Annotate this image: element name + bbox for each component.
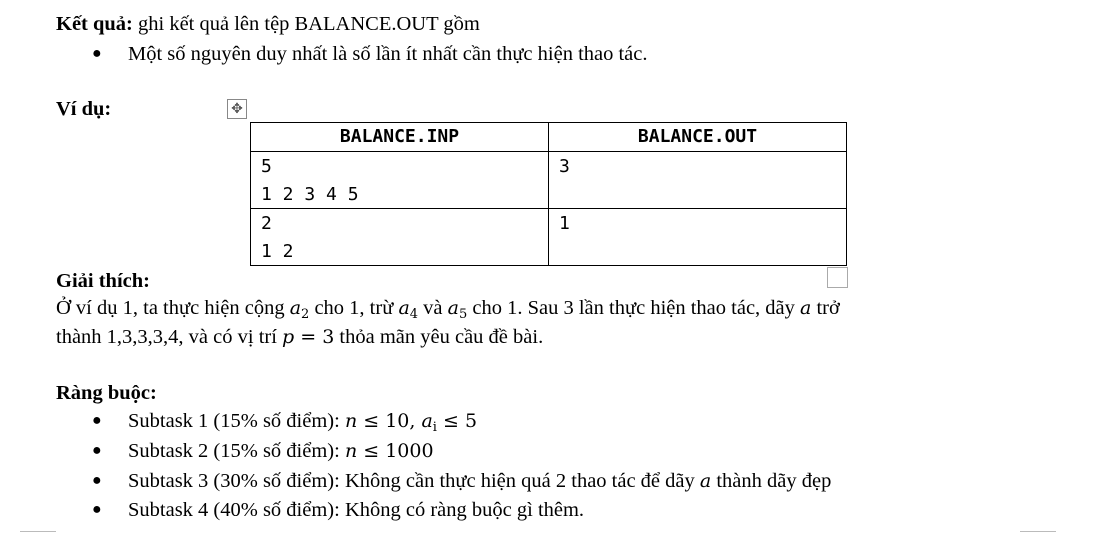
example-heading: Ví dụ:	[56, 98, 112, 120]
math-expr: = 3	[294, 326, 335, 348]
text-run: Subtask 3 (30% số điểm): Không cần thực hiện quá 2 thao tác để dãy	[128, 470, 700, 492]
math-var: a	[289, 297, 302, 319]
text-run: Subtask 4 (40% số điểm): Không có ràng buộc gì thêm.	[128, 499, 585, 521]
table-move-icon[interactable]: ✥	[227, 99, 247, 119]
math-var: n	[344, 410, 358, 432]
math-expr: ≤ 10,	[357, 410, 422, 432]
text-run: thành dãy đẹp	[711, 470, 832, 492]
math-a2	[289, 297, 310, 322]
text-run: cho 1, trừ	[309, 297, 399, 319]
math-var: p	[282, 326, 295, 348]
math-var: a	[398, 297, 410, 319]
example-table	[250, 122, 847, 266]
text-run: cho 1. Sau 3 lần thực hiện thao tác, dãy	[467, 297, 801, 319]
result-line	[56, 12, 480, 36]
header-input: BALANCE.INP	[251, 123, 549, 152]
result-heading: Kết quả:	[56, 13, 133, 35]
constraints-heading-line	[56, 381, 157, 405]
bullet-icon: ●	[92, 472, 102, 489]
explanation-line-2	[56, 325, 543, 349]
bullet-icon: ●	[92, 501, 102, 518]
list-item	[92, 498, 584, 522]
result-bullet-item	[92, 42, 648, 66]
result-text: ghi kết quả lên tệp BALANCE.OUT gồm	[132, 13, 480, 35]
math-expr: ≤ 1000	[357, 440, 434, 462]
explanation-heading-line	[56, 269, 150, 293]
text-run: Ở ví dụ 1, ta thực hiện cộng	[56, 297, 290, 319]
text-run: trở	[811, 297, 840, 319]
text-run: Subtask 1 (15% số điểm):	[128, 410, 345, 432]
math-sub: i	[432, 420, 437, 435]
math-a5	[447, 297, 468, 322]
explanation-line-1	[56, 296, 840, 320]
output-cell	[549, 209, 847, 266]
math-var: a	[421, 410, 433, 432]
table-row	[251, 209, 847, 266]
input-line: 2	[261, 213, 272, 234]
list-item	[92, 469, 831, 493]
header-output: BALANCE.OUT	[549, 123, 847, 152]
text-run: Subtask 2 (15% số điểm):	[128, 440, 345, 462]
math-a4	[398, 297, 419, 322]
input-cell	[251, 152, 549, 209]
math-ai	[421, 410, 437, 435]
output-line: 1	[559, 213, 570, 234]
bullet-icon: ●	[92, 45, 102, 62]
example-heading-line	[56, 97, 111, 121]
list-item	[92, 439, 434, 463]
math-var: a	[699, 470, 712, 492]
math-sub: 5	[458, 307, 468, 322]
result-bullet-text: Một số nguyên duy nhất là số lần ít nhất cần thực hiện thao tác.	[128, 43, 648, 65]
input-line: 5	[261, 156, 272, 177]
input-line: 1 2	[261, 241, 294, 262]
constraints-heading: Ràng buộc:	[56, 382, 157, 404]
math-sub: 2	[301, 307, 310, 322]
input-line: 1 2 3 4 5	[261, 184, 359, 205]
bullet-icon: ●	[92, 442, 102, 459]
output-line: 3	[559, 156, 570, 177]
math-expr: ≤ 5	[436, 410, 478, 432]
math-sub: 4	[409, 307, 419, 322]
page-margin-mark-right	[1020, 531, 1056, 532]
table-header-row	[251, 123, 847, 152]
math-var: a	[447, 297, 459, 319]
text-run: thành 1,3,3,3,4, và có vị trí	[56, 326, 283, 348]
bullet-icon: ●	[92, 412, 102, 429]
math-var: n	[344, 440, 358, 462]
list-item	[92, 409, 477, 433]
text-run: và	[418, 297, 448, 319]
text-run: thỏa mãn yêu cầu đề bài.	[334, 326, 544, 348]
table-row	[251, 152, 847, 209]
page-margin-mark-left	[20, 531, 56, 532]
math-var: a	[800, 297, 812, 319]
explanation-heading: Giải thích:	[56, 270, 150, 292]
output-cell	[549, 152, 847, 209]
table-resize-handle[interactable]	[827, 267, 848, 288]
input-cell	[251, 209, 549, 266]
